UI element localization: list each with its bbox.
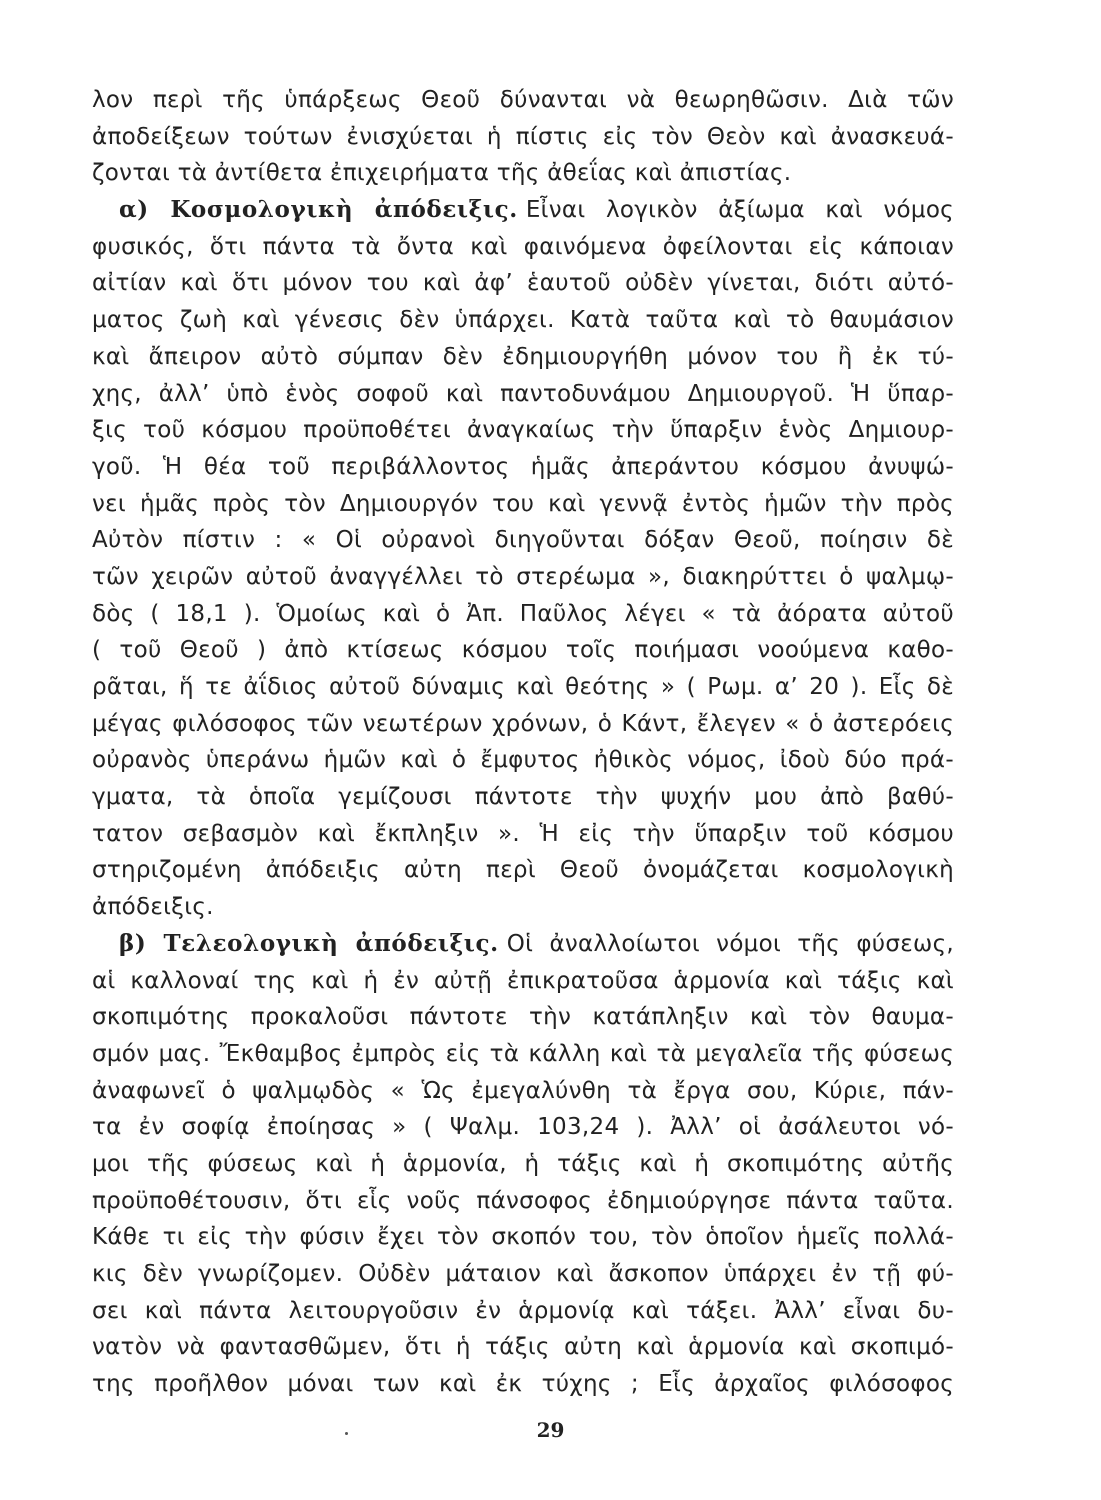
text-line: νει ἡμᾶς πρὸς τὸν Δημιουργόν του καὶ γεννᾷ ἐντὸς ἡμῶν τὴν πρὸς (92, 490, 954, 517)
text-line: κις δὲν γνωρίζομεν. Οὐδὲν μάταιον καὶ ἄσκοπον ὑπάρχει ἐν τῇ φύ- (92, 1261, 954, 1287)
text-line: τῶν χειρῶν αὐτοῦ ἀναγγέλλει τὸ στερέωμα », διακηρύττει ὁ ψαλμῳ- (92, 563, 954, 590)
text-line: ( τοῦ Θεοῦ ) ἀπὸ κτίσεως κόσμου τοῖς ποιήμασι νοούμενα καθο- (92, 637, 954, 664)
text-line: της προῆλθον μόναι των καὶ ἐκ τύχης ; Εἷς ἀρχαῖος φιλόσοφος (92, 1371, 954, 1398)
section-b-first-line (92, 926, 954, 963)
section-a-heading: α) Κοσμολογικὴ ἀπόδειξις. (119, 196, 518, 224)
text-line: ἀποδείξεων τούτων ἐνισχύεται ἡ πίστις εἰς τὸν Θεὸν καὶ ἀνασκευά- (92, 123, 954, 150)
text-line: τα ἐν σοφίᾳ ἐποίησας » ( Ψαλμ. 103,24 ). Ἀλλ’ οἱ ἀσάλευτοι νό- (92, 1114, 954, 1141)
text-line: ἀπόδειξις. (92, 894, 214, 921)
text-line: οὐρανὸς ὑπεράνω ἡμῶν καὶ ὁ ἔμφυτος ἠθικὸς νόμος, ἰδοὺ δύο πρά- (92, 747, 954, 774)
text-line: μοι τῆς φύσεως καὶ ἡ ἁρμονία, ἡ τάξις καὶ ἡ σκοπιμότης αὐτῆς (92, 1150, 954, 1177)
text-line: Αὐτὸν πίστιν : « Οἱ οὐρανοὶ διηγοῦνται δόξαν Θεοῦ, ποίησιν δὲ (92, 527, 954, 554)
text-line: αἰτίαν καὶ ὅτι μόνον του καὶ ἀφ’ ἑαυτοῦ οὐδὲν γίνεται, διότι αὐτό- (92, 270, 954, 297)
section-b-first-line-text: Οἱ ἀναλλοίωτοι νόμοι τῆς φύσεως, (506, 930, 954, 957)
text-line: Κάθε τι εἰς τὴν φύσιν ἔχει τὸν σκοπόν του, τὸν ὁποῖον ἡμεῖς πολλά- (92, 1224, 954, 1251)
section-a-first-line-text: Εἶναι λογικὸν ἀξίωμα καὶ νόμος (525, 197, 954, 224)
text-line: προϋποθέτουσιν, ὅτι εἷς νοῦς πάνσοφος ἐδημιούργησε πάντα ταῦτα. (92, 1187, 954, 1214)
text-line: ἀναφωνεῖ ὁ ψαλμῳδὸς « Ὡς ἐμεγαλύνθη τὰ ἔργα σου, Κύριε, πάν- (92, 1077, 954, 1104)
text-line: ματος ζωὴ καὶ γένεσις δὲν ὑπάρχει. Κατὰ ταῦτα καὶ τὸ θαυμάσιον (92, 307, 954, 334)
text-line: δὸς ( 18,1 ). Ὁμοίως καὶ ὁ Ἀπ. Παῦλος λέγει « τὰ ἀόρατα αὐτοῦ (92, 600, 954, 627)
text-line: αἱ καλλοναί της καὶ ἡ ἐν αὐτῇ ἐπικρατοῦσα ἁρμονία καὶ τάξις καὶ (92, 967, 954, 994)
book-page-text (92, 82, 954, 1403)
text-line: λον περὶ τῆς ὑπάρξεως Θεοῦ δύνανται νὰ θεωρηθῶσιν. Διὰ τῶν (92, 87, 954, 113)
text-line: σει καὶ πάντα λειτουργοῦσιν ἐν ἁρμονίᾳ καὶ τάξει. Ἀλλ’ εἶναι δυ- (92, 1297, 954, 1324)
text-line: νατὸν νὰ φαντασθῶμεν, ὅτι ἡ τάξις αὐτη καὶ ἁρμονία καὶ σκοπιμό- (92, 1334, 954, 1361)
text-line: σμόν μας. Ἔκθαμβος ἐμπρὸς εἰς τὰ κάλλη καὶ τὰ μεγαλεῖα τῆς φύσεως (92, 1040, 954, 1067)
text-line: στηριζομένη ἀπόδειξις αὐτη περὶ Θεοῦ ὀνομάζεται κοσμολογικὴ (92, 857, 954, 884)
text-line: ξις τοῦ κόσμου προϋποθέτει ἀναγκαίως τὴν ὕπαρξιν ἑνὸς Δημιουρ- (92, 417, 954, 444)
text-line: γματα, τὰ ὁποῖα γεμίζουσι πάντοτε τὴν ψυχήν μου ἀπὸ βαθύ- (92, 784, 954, 811)
text-line: καὶ ἄπειρον αὐτὸ σύμπαν δὲν ἐδημιουργήθη μόνον του ἢ ἐκ τύ- (92, 343, 954, 370)
text-line: ρᾶται, ἥ τε ἀΐδιος αὐτοῦ δύναμις καὶ θεότης » ( Ρωμ. α’ 20 ). Εἷς δὲ (92, 674, 954, 700)
text-line: τατον σεβασμὸν καὶ ἔκπληξιν ». Ἡ εἰς τὴν ὕπαρξιν τοῦ κόσμου (92, 820, 954, 847)
text-line: γοῦ. Ἡ θέα τοῦ περιβάλλοντος ἡμᾶς ἀπεράντου κόσμου ἀνυψώ- (92, 453, 954, 480)
text-line: φυσικός, ὅτι πάντα τὰ ὄντα καὶ φαινόμενα ὀφείλονται εἰς κάποιαν (92, 233, 954, 260)
section-b-heading: β) Τελεολογικὴ ἀπόδειξις. (119, 929, 499, 957)
section-a-first-line (92, 192, 954, 229)
text-line: χης, ἀλλ’ ὑπὸ ἑνὸς σοφοῦ καὶ παντοδυνάμου Δημιουργοῦ. Ἡ ὕπαρ- (92, 380, 954, 407)
text-line: μέγας φιλόσοφος τῶν νεωτέρων χρόνων, ὁ Κάντ, ἔλεγεν « ὁ ἀστερόεις (92, 710, 954, 737)
text-line: σκοπιμότης προκαλοῦσι πάντοτε τὴν κατάπληξιν καὶ τὸν θαυμα- (92, 1004, 954, 1031)
text-line: ζονται τὰ ἀντίθετα ἐπιχειρήματα τῆς ἀθεΐας καὶ ἀπιστίας. (92, 160, 792, 187)
page-number: 29 (536, 1418, 565, 1442)
